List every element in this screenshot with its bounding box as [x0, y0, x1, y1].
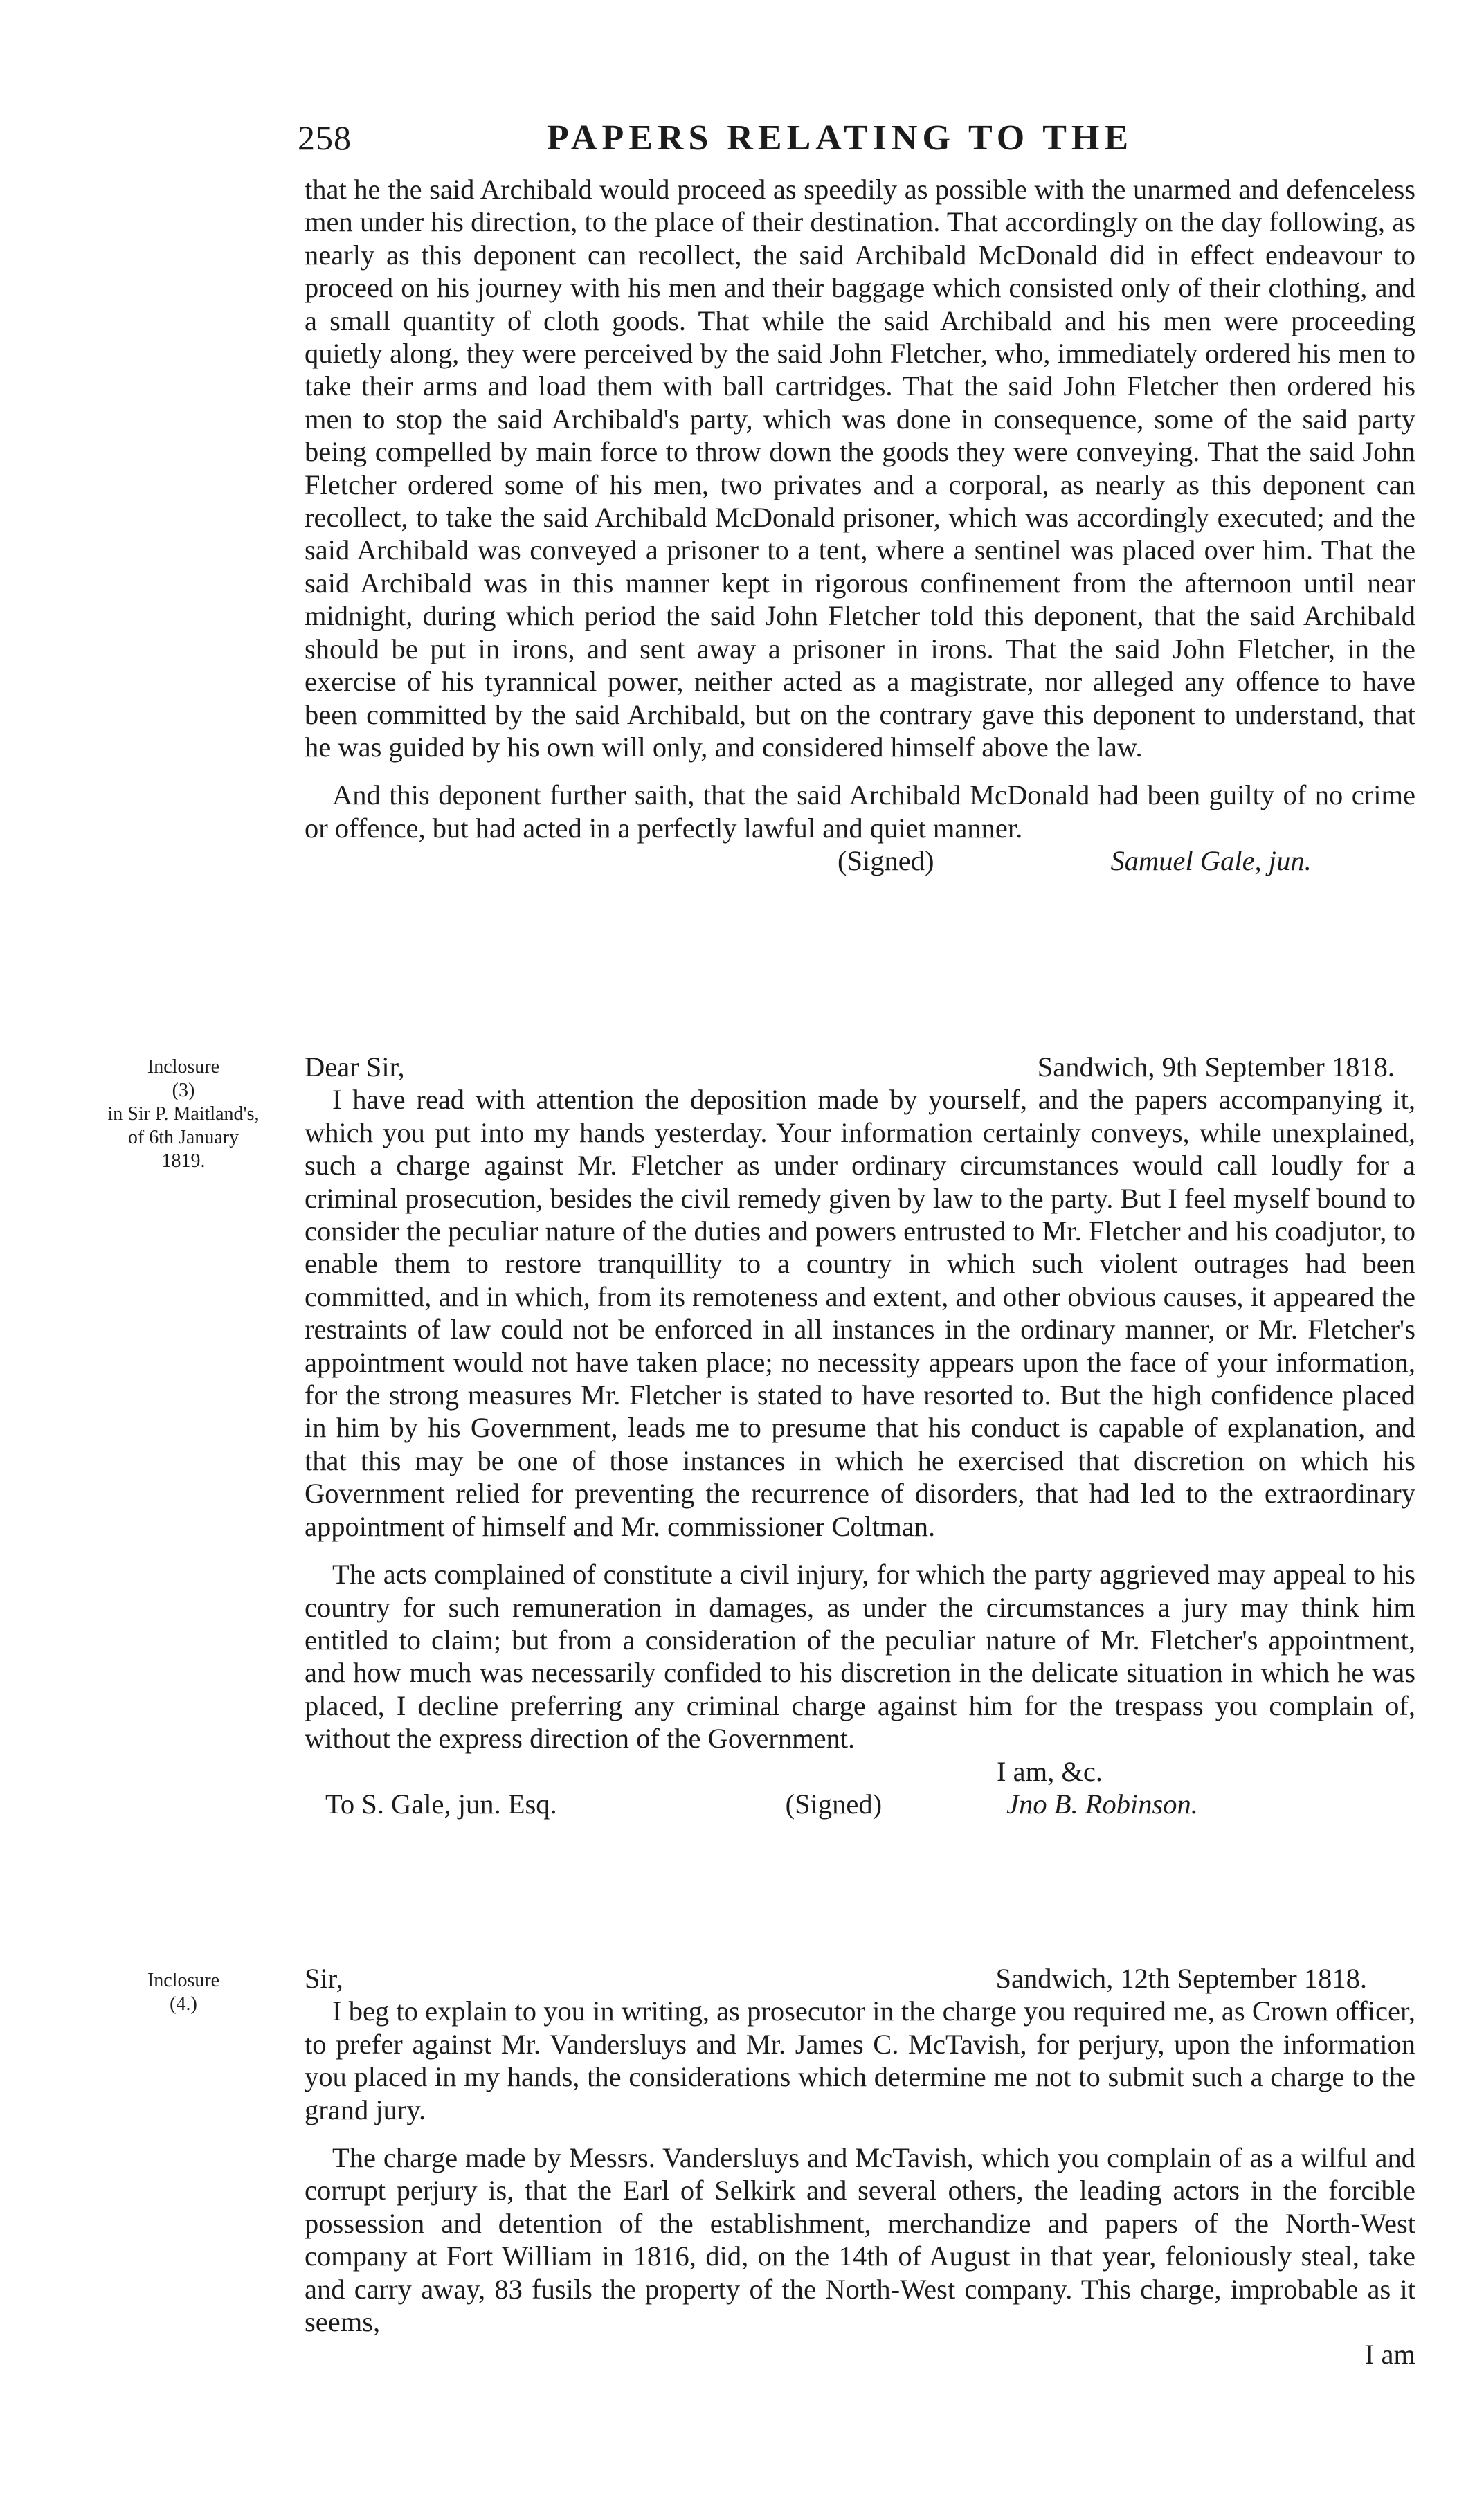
margin-note-inclosure-3	[69, 1055, 298, 1173]
margin-note-line: Inclosure	[147, 1056, 220, 1078]
catchword: I am	[1364, 2339, 1415, 2371]
letter-signature-line	[305, 1788, 1415, 1820]
margin-note-line: 1819.	[161, 1150, 206, 1172]
letter-paragraph-1: I have read with attention the deposition made by yourself, and the papers accompanying it, which you put into my hands yesterday. Your information certainly conveys, while unexplained, such a charge against Mr. Fletcher as under ordinary circumstances would call loudly for a criminal prosecution, besides the civil remedy given by law to the party. But I feel myself bound to consider the peculiar nature of the duties and powers entrusted to Mr. Fletcher and his coadjutor, to enable them to restore tranquillity to a country in which such violent outrages had been committed, and in which, from its remoteness and extent, and other obvious causes, it appeared the restraints of law could not be enforced in all instances in the ordinary manner, or Mr. Fletcher's appointment would not have taken place; no necessity appears upon the face of your information, for the strong measures Mr. Fletcher is stated to have resorted to. But the high confidence placed in him by his Government, leads me to presume that his conduct is capable of explanation, and that this may be one of those instances in which he exercised that discretion on which his Government relied for preventing the recurrence of disorders, that had led to the extraordinary appointment of himself and Mr. commissioner Coltman.	[305, 1084, 1415, 1542]
catchword-line	[305, 2338, 1415, 2371]
signature-robinson: Jno B. Robinson.	[1006, 1788, 1198, 1820]
salutation: Sir,	[305, 1963, 343, 1994]
running-title: PAPERS RELATING TO THE	[547, 118, 1134, 158]
letter-paragraph-2: The charge made by Messrs. Vandersluys and McTavish, which you complain of as a wilful and corrupt perjury is, that the Earl of Selkirk and several others, the leading actors in the forcible possession and detention of the establishment, merchandize and papers of the North-West company at Fort William in 1816, did, on the 14th of August in that year, feloniously steal, take and carry away, 83 fusils the property of the North-West company. This charge, improbable as it seems,	[305, 2142, 1415, 2338]
addressee: To S. Gale, jun. Esq.	[325, 1788, 557, 1820]
margin-note-line: (4.)	[170, 1993, 197, 2015]
letter-paragraph-2: The acts complained of constitute a civil injury, for which the party aggrieved may appeal to his country for such remuneration in damages, as under the circumstances a jury may think him entitled to claim; but from a consideration of the peculiar nature of Mr. Fletcher's appointment, and how much was necessarily confided to his discretion in the delicate situation in which he was placed, I decline preferring any criminal charge against him for the trespass you complain of, without the express direction of the Government.	[305, 1559, 1415, 1755]
signature-gale: Samuel Gale, jun.	[1110, 845, 1312, 877]
margin-note-line: of 6th January	[127, 1127, 239, 1148]
signed-label: (Signed)	[838, 845, 934, 877]
inclosure-3-letter	[305, 1051, 1415, 1820]
closing: I am, &c.	[997, 1755, 1103, 1787]
margin-note-line: in Sir P. Maitland's,	[107, 1103, 260, 1125]
letter-heading	[305, 1051, 1415, 1083]
place-date: Sandwich, 12th September 1818.	[995, 1963, 1367, 1994]
place-date: Sandwich, 9th September 1818.	[1037, 1051, 1395, 1082]
page-header	[298, 118, 1419, 166]
margin-note-line: (3)	[172, 1080, 195, 1101]
deposition-block	[305, 173, 1415, 878]
signed-label: (Signed)	[785, 1788, 883, 1820]
letter-heading	[305, 1962, 1415, 1995]
deposition-paragraph-2: And this deponent further saith, that the said Archibald McDonald had been guilty of no crime or offence, but had acted in a perfectly lawful and quiet manner.	[305, 779, 1415, 844]
deposition-signature-line	[305, 844, 1415, 877]
margin-note-inclosure-4	[69, 1969, 298, 2016]
deposition-paragraph-1: that he the said Archibald would proceed as speedily as possible with the unarmed and defenceless men under his direction, to the place of their destination. That accordingly on the day following, as nearly as this deponent can recollect, the said Archibald McDonald did in effect endeavour to proceed on his journey with his men and their baggage which consisted only of their clothing, and a small quantity of cloth goods. That while the said Archibald and his men were proceeding quietly along, they were perceived by the said John Fletcher, who, immediately ordered his men to take their arms and load them with ball cartridges. That the said John Fletcher then ordered his men to stop the said Archibald's party, which was done in consequence, some of the said party being compelled by main force to throw down the goods they were conveying. That the said John Fletcher ordered some of his men, two privates and a corporal, as nearly as this deponent can recollect, to take the said Archibald McDonald prisoner, which was accordingly executed; and the said Archibald was conveyed a prisoner to a tent, where a sentinel was placed over him. That the said Archibald was in this manner kept in rigorous confinement from the afternoon until near midnight, during which period the said John Fletcher told this deponent, that the said Archibald should be put in irons, and sent away a prisoner in irons. That the said John Fletcher, in the exercise of his tyrannical power, neither acted as a magistrate, nor alleged any offence to have been committed by the said Archibald, but on the contrary gave this deponent to understand, that he was guided by his own will only, and considered himself above the law.	[305, 174, 1415, 763]
salutation: Dear Sir,	[305, 1051, 405, 1082]
page-number: 258	[298, 118, 352, 157]
margin-note-line: Inclosure	[147, 1970, 220, 1991]
letter-paragraph-1: I beg to explain to you in writing, as prosecutor in the charge you required me, as Crown officer, to prefer against Mr. Vandersluys and Mr. James C. McTavish, for perjury, upon the information you placed in my hands, the considerations which determine me not to submit such a charge to the grand jury.	[305, 1995, 1415, 2125]
inclosure-4-letter	[305, 1962, 1415, 2371]
closing-line	[305, 1755, 1415, 1788]
